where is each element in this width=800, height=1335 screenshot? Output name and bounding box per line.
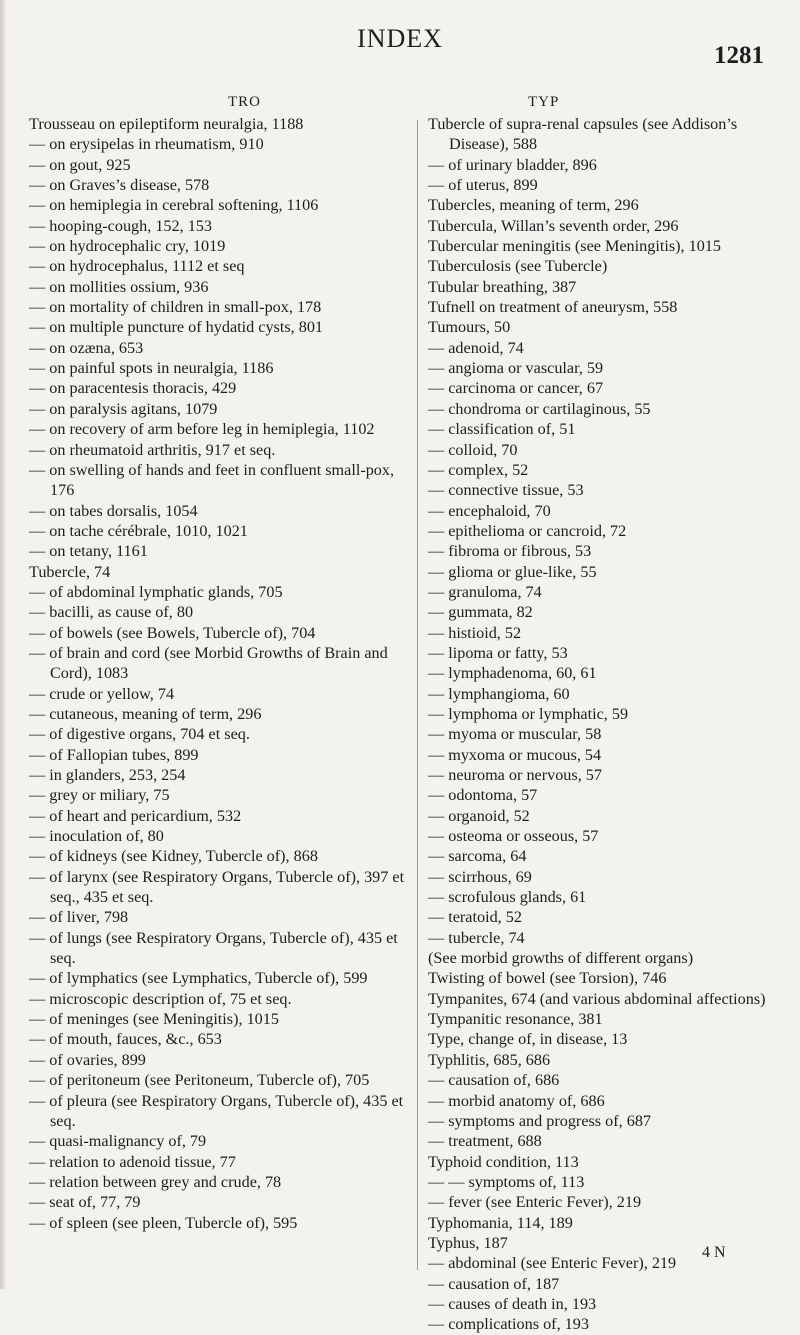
- index-entry: — granuloma, 74: [428, 582, 542, 601]
- index-entry: (See morbid growths of different organs): [428, 949, 694, 968]
- index-entry: — microscopic description of, 75 et seq.: [29, 989, 292, 1008]
- index-entry: — on hydrocephalus, 1112 et seq: [29, 257, 245, 276]
- page-title: INDEX: [357, 24, 443, 53]
- index-entry: — morbid anatomy of, 686: [428, 1091, 605, 1110]
- index-entry: — lipoma or fatty, 53: [428, 643, 568, 662]
- index-entry: — complications of, 193: [428, 1315, 589, 1334]
- index-entry: — scirrhous, 69: [428, 867, 532, 886]
- page-edge-shadow: [0, 0, 7, 1289]
- index-entry: — relation to adenoid tissue, 77: [29, 1152, 236, 1171]
- index-entry: — on recovery of arm before leg in hemiplegia, 1102: [29, 420, 375, 439]
- index-entry: — on mortality of children in small-pox, 178: [29, 298, 322, 317]
- index-entry: — colloid, 70: [428, 440, 518, 459]
- index-entry: — abdominal (see Enteric Fever), 219: [428, 1254, 677, 1273]
- index-entry: — of abdominal lymphatic glands, 705: [29, 582, 283, 601]
- index-entry: — on tabes dorsalis, 1054: [29, 501, 198, 520]
- index-entry: — myxoma or mucous, 54: [428, 745, 602, 764]
- index-entry: — of pleura (see Respiratory Organs, Tubercle of), 435 et seq.: [29, 1091, 404, 1130]
- index-entry: Typhlitis, 685, 686: [428, 1050, 551, 1069]
- left-index-column: [29, 114, 410, 1233]
- index-entry: — of digestive organs, 704 et seq.: [29, 725, 250, 744]
- index-entry: — of liver, 798: [29, 908, 129, 927]
- page-number: 1281: [714, 42, 764, 69]
- index-entry: — sarcoma, 64: [428, 847, 527, 866]
- index-entry: — of peritoneum (see Peritoneum, Tubercle of), 705: [29, 1071, 370, 1090]
- index-entry: — causes of death in, 193: [428, 1294, 597, 1313]
- index-entry: — bacilli, as cause of, 80: [29, 603, 194, 622]
- index-entry: Typhomania, 114, 189: [428, 1213, 573, 1232]
- index-entry: — on rheumatoid arthritis, 917 et seq.: [29, 440, 276, 459]
- index-entry: — of Fallopian tubes, 899: [29, 745, 199, 764]
- index-entry: — epithelioma or cancroid, 72: [428, 521, 627, 540]
- index-entry: — hooping-cough, 152, 153: [29, 216, 212, 235]
- index-entry: — osteoma or osseous, 57: [428, 827, 599, 846]
- index-entry: — lymphoma or lymphatic, 59: [428, 704, 629, 723]
- index-entry: — of uterus, 899: [428, 176, 538, 195]
- index-entry: — crude or yellow, 74: [29, 684, 175, 703]
- index-entry: — on tache cérébrale, 1010, 1021: [29, 521, 248, 540]
- index-entry: — neuroma or nervous, 57: [428, 766, 602, 784]
- index-entry: Tubercles, meaning of term, 296: [428, 196, 639, 215]
- index-entry: — organoid, 52: [428, 806, 530, 825]
- index-entry: — cutaneous, meaning of term, 296: [29, 704, 262, 723]
- column-divider: [417, 120, 418, 1270]
- index-entry: Tubercle of supra-renal capsules (see Addison’s Disease), 588: [428, 115, 738, 154]
- index-entry: — in glanders, 253, 254: [29, 766, 186, 784]
- index-entry: — of urinary bladder, 896: [428, 155, 597, 174]
- index-entry: — of spleen (see pleen, Tubercle of), 595: [29, 1213, 298, 1232]
- index-entry: — gummata, 82: [428, 603, 533, 622]
- index-entry: — on gout, 925: [29, 155, 131, 174]
- index-entry: — carcinoma or cancer, 67: [428, 379, 604, 398]
- index-entry: — glioma or glue-like, 55: [428, 562, 597, 581]
- index-entry: Tuberculosis (see Tubercle): [428, 257, 608, 276]
- index-entry: — grey or miliary, 75: [29, 786, 170, 805]
- index-entry: — on hemiplegia in cerebral softening, 1106: [29, 196, 319, 215]
- index-entry: — of kidneys (see Kidney, Tubercle of), 868: [29, 847, 318, 866]
- index-entry: — of lymphatics (see Lymphatics, Tubercle of), 599: [29, 969, 368, 988]
- index-entry: Tumours, 50: [428, 318, 511, 337]
- index-entry: Tympanitic resonance, 381: [428, 1010, 603, 1029]
- index-entry: — of heart and pericardium, 532: [29, 806, 242, 825]
- index-entry: — scrofulous glands, 61: [428, 888, 587, 907]
- index-entry: — causation of, 187: [428, 1274, 560, 1293]
- index-entry: — on swelling of hands and feet in confluent small-pox, 176: [29, 460, 395, 500]
- index-entry: Tympanites, 674 (and various abdominal affections): [428, 989, 766, 1008]
- index-entry: — angioma or vascular, 59: [428, 359, 604, 378]
- index-entry: — complex, 52: [428, 460, 529, 479]
- index-entry: — lymphadenoma, 60, 61: [428, 664, 597, 683]
- index-entry: — connective tissue, 53: [428, 481, 584, 500]
- index-entry: — lymphangioma, 60: [428, 684, 570, 703]
- index-entry: Trousseau on epileptiform neuralgia, 1188: [29, 115, 304, 133]
- right-index-column: [428, 114, 788, 1335]
- index-entry: — of larynx (see Respiratory Organs, Tubercle of), 397 et seq., 435 et seq.: [29, 867, 405, 907]
- index-entry: — on paracentesis thoracis, 429: [29, 379, 237, 398]
- index-entry: — teratoid, 52: [428, 908, 522, 927]
- index-entry: — fever (see Enteric Fever), 219: [428, 1193, 642, 1212]
- index-entry: — of mouth, fauces, &c., 653: [29, 1030, 222, 1049]
- index-entry: Typhus, 187: [428, 1233, 508, 1252]
- index-entry: Twisting of bowel (see Torsion), 746: [428, 969, 667, 988]
- index-entry: — histioid, 52: [428, 623, 522, 642]
- index-entry: — — symptoms of, 113: [428, 1172, 585, 1191]
- index-entry: Tubular breathing, 387: [428, 277, 577, 296]
- index-entry: — on Graves’s disease, 578: [29, 176, 210, 195]
- index-entry: — on erysipelas in rheumatism, 910: [29, 135, 264, 154]
- index-entry: Typhoid condition, 113: [428, 1152, 579, 1171]
- index-entry: — quasi-malignancy of, 79: [29, 1132, 207, 1151]
- index-entry: — seat of, 77, 79: [29, 1193, 141, 1212]
- index-entry: — on multiple puncture of hydatid cysts, 801: [29, 318, 324, 337]
- index-entry: Tufnell on treatment of aneurysm, 558: [428, 298, 678, 317]
- index-entry: — symptoms and progress of, 687: [428, 1111, 652, 1130]
- index-entry: — tubercle, 74: [428, 928, 525, 947]
- index-entry: — fibroma or fibrous, 53: [428, 542, 592, 561]
- signature-mark: 4 N: [702, 1244, 726, 1261]
- index-entry: Tubercula, Willan’s seventh order, 296: [428, 216, 679, 235]
- index-entry: Tubercular meningitis (see Meningitis), 1015: [428, 237, 721, 256]
- index-entry: — adenoid, 74: [428, 338, 524, 357]
- index-entry: — chondroma or cartilaginous, 55: [428, 399, 651, 418]
- right-guide-word: TYP: [528, 94, 560, 110]
- index-entry: — causation of, 686: [428, 1071, 560, 1090]
- index-entry: — of bowels (see Bowels, Tubercle of), 704: [29, 623, 316, 642]
- index-entry: — of lungs (see Respiratory Organs, Tubercle of), 435 et seq.: [29, 928, 398, 968]
- index-entry: — of brain and cord (see Morbid Growths of Brain and Cord), 1083: [29, 643, 388, 683]
- left-guide-word: TRO: [228, 94, 261, 110]
- index-entry: — relation between grey and crude, 78: [29, 1172, 282, 1191]
- index-entry: — on ozæna, 653: [29, 338, 144, 357]
- index-entry: — on hydrocephalic cry, 1019: [29, 237, 226, 256]
- index-entry: — inoculation of, 80: [29, 827, 164, 846]
- index-entry: Type, change of, in disease, 13: [428, 1030, 628, 1049]
- index-entry: Tubercle, 74: [29, 562, 111, 581]
- index-entry: — of ovaries, 899: [29, 1050, 146, 1069]
- index-entry: — on painful spots in neuralgia, 1186: [29, 359, 274, 378]
- index-entry: — encephaloid, 70: [428, 501, 551, 520]
- index-entry: — myoma or muscular, 58: [428, 725, 602, 744]
- index-entry: — on tetany, 1161: [29, 542, 148, 561]
- index-entry: — of meninges (see Meningitis), 1015: [29, 1010, 279, 1029]
- index-entry: — treatment, 688: [428, 1132, 542, 1151]
- index-entry: — odontoma, 57: [428, 786, 538, 805]
- index-entry: — classification of, 51: [428, 420, 576, 439]
- index-entry: — on mollities ossium, 936: [29, 277, 209, 296]
- index-entry: — on paralysis agitans, 1079: [29, 399, 218, 418]
